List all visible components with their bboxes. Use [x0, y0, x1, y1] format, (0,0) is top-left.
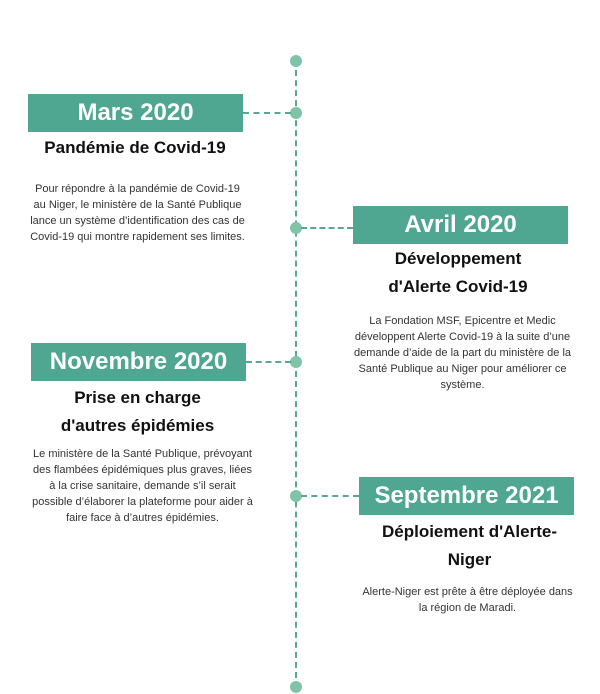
event-date: Avril 2020 — [353, 206, 568, 244]
event-title: Déploiement d'Alerte-Niger — [381, 522, 557, 569]
timeline-dot-novembre-2020 — [290, 356, 302, 368]
event-title: Pandémie de Covid-19 — [44, 138, 226, 157]
connector-mars-2020 — [243, 112, 291, 114]
event-description: Pour répondre à la pandémie de Covid-19 au Niger, le ministère de la Santé Publique lance un système d’identification des cas de Covid-19 qui montre rapidement ses limites. — [30, 183, 245, 243]
connector-septembre-2021 — [301, 495, 359, 497]
event-title: Développement d'Alerte Covid-19 — [388, 249, 528, 296]
timeline-end-dot — [290, 681, 302, 693]
timeline-dot-mars-2020 — [290, 107, 302, 119]
event-date: Septembre 2021 — [359, 477, 574, 515]
timeline-start-dot — [290, 55, 302, 67]
event-date: Novembre 2020 — [31, 343, 246, 381]
connector-novembre-2020 — [246, 361, 291, 363]
timeline-axis — [295, 60, 297, 688]
connector-avril-2020 — [301, 227, 353, 229]
event-description: Le ministère de la Santé Publique, prévoyant des flambées épidémiques plus graves, liées à la crise sanitaire, demande s’il serait possible d’élaborer la plateforme pour aider à faire face à d’autres épidémies. — [32, 448, 253, 524]
event-description: Alerte-Niger est prête à être déployée dans la région de Maradi. — [362, 586, 573, 614]
event-description: La Fondation MSF, Epicentre et Medic développent Alerte Covid-19 à la suite d’une demande d’aide de la part du ministère de la Santé Publique au Niger pour améliorer ce système. — [353, 315, 572, 391]
event-date: Mars 2020 — [28, 94, 243, 132]
event-title: Prise en charge d'autres épidémies — [60, 388, 215, 435]
